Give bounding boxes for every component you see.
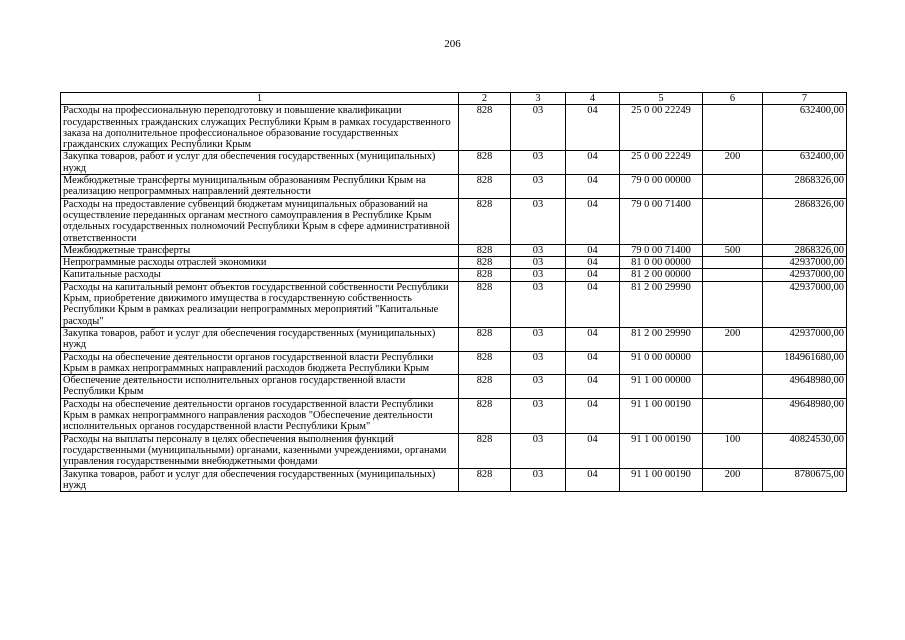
ministry-code: 828 bbox=[459, 244, 511, 256]
amount: 42937000,00 bbox=[763, 327, 847, 351]
subsection-code: 04 bbox=[566, 468, 620, 492]
expense-type-code bbox=[703, 269, 763, 281]
expense-type-code: 500 bbox=[703, 244, 763, 256]
row-description: Капитальные расходы bbox=[61, 269, 459, 281]
table-row bbox=[61, 327, 847, 351]
column-header: 3 bbox=[511, 93, 566, 105]
section-code: 03 bbox=[511, 281, 566, 327]
subsection-code: 04 bbox=[566, 375, 620, 399]
target-article-code: 81 0 00 00000 bbox=[620, 257, 703, 269]
target-article-code: 81 2 00 29990 bbox=[620, 327, 703, 351]
amount: 184961680,00 bbox=[763, 351, 847, 375]
table-row bbox=[61, 269, 847, 281]
section-code: 03 bbox=[511, 351, 566, 375]
column-header: 5 bbox=[620, 93, 703, 105]
subsection-code: 04 bbox=[566, 257, 620, 269]
ministry-code: 828 bbox=[459, 198, 511, 244]
ministry-code: 828 bbox=[459, 398, 511, 433]
subsection-code: 04 bbox=[566, 175, 620, 199]
row-description: Межбюджетные трансферты муниципальным образованиям Республики Крым на реализацию непрограммных направлений деятельности bbox=[61, 175, 459, 199]
column-header: 6 bbox=[703, 93, 763, 105]
section-code: 03 bbox=[511, 375, 566, 399]
table-row bbox=[61, 433, 847, 468]
table-row bbox=[61, 105, 847, 151]
amount: 2868326,00 bbox=[763, 175, 847, 199]
row-description: Расходы на обеспечение деятельности органов государственной власти Республики Крым в рамках непрограммного направления расходов "Обеспечение деятельности исполнительных органов государственной власти Республики Крым" bbox=[61, 398, 459, 433]
column-header: 2 bbox=[459, 93, 511, 105]
column-header: 7 bbox=[763, 93, 847, 105]
row-description: Расходы на профессиональную переподготовку и повышение квалификации государственных гражданских служащих Республики Крым в рамках государственного заказа на дополнительное профессиональное образование государственных гражданских служащих Республики Крым bbox=[61, 105, 459, 151]
row-description: Расходы на выплаты персоналу в целях обеспечения выполнения функций государственными (муниципальными) органами, казенными учреждениями, органами управления государственными внебюджетными фондами bbox=[61, 433, 459, 468]
table-row bbox=[61, 351, 847, 375]
expense-type-code bbox=[703, 105, 763, 151]
table-row bbox=[61, 257, 847, 269]
amount: 2868326,00 bbox=[763, 198, 847, 244]
section-code: 03 bbox=[511, 398, 566, 433]
amount: 632400,00 bbox=[763, 105, 847, 151]
target-article-code: 79 0 00 00000 bbox=[620, 175, 703, 199]
ministry-code: 828 bbox=[459, 151, 511, 175]
table-row bbox=[61, 398, 847, 433]
table-row bbox=[61, 198, 847, 244]
ministry-code: 828 bbox=[459, 175, 511, 199]
ministry-code: 828 bbox=[459, 257, 511, 269]
amount: 42937000,00 bbox=[763, 269, 847, 281]
section-code: 03 bbox=[511, 151, 566, 175]
target-article-code: 91 1 00 00190 bbox=[620, 398, 703, 433]
column-header: 1 bbox=[61, 93, 459, 105]
target-article-code: 91 1 00 00000 bbox=[620, 375, 703, 399]
subsection-code: 04 bbox=[566, 198, 620, 244]
amount: 49648980,00 bbox=[763, 398, 847, 433]
table-row bbox=[61, 281, 847, 327]
table-row bbox=[61, 175, 847, 199]
expense-type-code bbox=[703, 398, 763, 433]
subsection-code: 04 bbox=[566, 105, 620, 151]
amount: 8780675,00 bbox=[763, 468, 847, 492]
section-code: 03 bbox=[511, 105, 566, 151]
expense-type-code bbox=[703, 375, 763, 399]
expense-type-code: 100 bbox=[703, 433, 763, 468]
amount: 632400,00 bbox=[763, 151, 847, 175]
subsection-code: 04 bbox=[566, 269, 620, 281]
table-row bbox=[61, 244, 847, 256]
ministry-code: 828 bbox=[459, 327, 511, 351]
row-description: Межбюджетные трансферты bbox=[61, 244, 459, 256]
row-description: Непрограммные расходы отраслей экономики bbox=[61, 257, 459, 269]
column-header: 4 bbox=[566, 93, 620, 105]
section-code: 03 bbox=[511, 257, 566, 269]
table-row bbox=[61, 375, 847, 399]
section-code: 03 bbox=[511, 468, 566, 492]
target-article-code: 79 0 00 71400 bbox=[620, 198, 703, 244]
expense-type-code: 200 bbox=[703, 468, 763, 492]
subsection-code: 04 bbox=[566, 151, 620, 175]
header-row bbox=[61, 93, 847, 105]
section-code: 03 bbox=[511, 327, 566, 351]
row-description: Расходы на обеспечение деятельности органов государственной власти Республики Крым в рамках непрограммных направлений расходов бюджета Республики Крым bbox=[61, 351, 459, 375]
amount: 40824530,00 bbox=[763, 433, 847, 468]
expense-type-code bbox=[703, 175, 763, 199]
page-number: 206 bbox=[444, 38, 461, 50]
expense-type-code bbox=[703, 257, 763, 269]
subsection-code: 04 bbox=[566, 433, 620, 468]
expense-type-code bbox=[703, 281, 763, 327]
target-article-code: 81 2 00 29990 bbox=[620, 281, 703, 327]
table-body bbox=[61, 105, 847, 492]
target-article-code: 25 0 00 22249 bbox=[620, 105, 703, 151]
target-article-code: 25 0 00 22249 bbox=[620, 151, 703, 175]
subsection-code: 04 bbox=[566, 351, 620, 375]
ministry-code: 828 bbox=[459, 468, 511, 492]
amount: 2868326,00 bbox=[763, 244, 847, 256]
subsection-code: 04 bbox=[566, 281, 620, 327]
target-article-code: 79 0 00 71400 bbox=[620, 244, 703, 256]
row-description: Закупка товаров, работ и услуг для обеспечения государственных (муниципальных) нужд bbox=[61, 468, 459, 492]
subsection-code: 04 bbox=[566, 244, 620, 256]
row-description: Расходы на капитальный ремонт объектов государственной собственности Республики Крым, приобретение движимого имущества в государственную собственность Республики Крым в рамках реализации непрограммных мероприятий "Капитальные расходы" bbox=[61, 281, 459, 327]
expense-type-code: 200 bbox=[703, 151, 763, 175]
ministry-code: 828 bbox=[459, 433, 511, 468]
table-row bbox=[61, 151, 847, 175]
target-article-code: 91 1 00 00190 bbox=[620, 433, 703, 468]
subsection-code: 04 bbox=[566, 327, 620, 351]
expense-type-code: 200 bbox=[703, 327, 763, 351]
row-description: Обеспечение деятельности исполнительных органов государственной власти Республики Крым bbox=[61, 375, 459, 399]
ministry-code: 828 bbox=[459, 375, 511, 399]
ministry-code: 828 bbox=[459, 269, 511, 281]
target-article-code: 81 2 00 00000 bbox=[620, 269, 703, 281]
budget-table bbox=[60, 92, 847, 492]
amount: 42937000,00 bbox=[763, 281, 847, 327]
amount: 42937000,00 bbox=[763, 257, 847, 269]
ministry-code: 828 bbox=[459, 281, 511, 327]
row-description: Закупка товаров, работ и услуг для обеспечения государственных (муниципальных) нужд bbox=[61, 327, 459, 351]
target-article-code: 91 0 00 00000 bbox=[620, 351, 703, 375]
section-code: 03 bbox=[511, 175, 566, 199]
expense-type-code bbox=[703, 351, 763, 375]
row-description: Закупка товаров, работ и услуг для обеспечения государственных (муниципальных) нужд bbox=[61, 151, 459, 175]
section-code: 03 bbox=[511, 269, 566, 281]
ministry-code: 828 bbox=[459, 105, 511, 151]
amount: 49648980,00 bbox=[763, 375, 847, 399]
section-code: 03 bbox=[511, 433, 566, 468]
table-row bbox=[61, 468, 847, 492]
target-article-code: 91 1 00 00190 bbox=[620, 468, 703, 492]
section-code: 03 bbox=[511, 244, 566, 256]
ministry-code: 828 bbox=[459, 351, 511, 375]
expense-type-code bbox=[703, 198, 763, 244]
subsection-code: 04 bbox=[566, 398, 620, 433]
row-description: Расходы на предоставление субвенций бюджетам муниципальных образований на осуществление переданных органам местного самоуправления в Республике Крым отдельных государственных полномочий Республики Крым в сфере административной ответственности bbox=[61, 198, 459, 244]
section-code: 03 bbox=[511, 198, 566, 244]
